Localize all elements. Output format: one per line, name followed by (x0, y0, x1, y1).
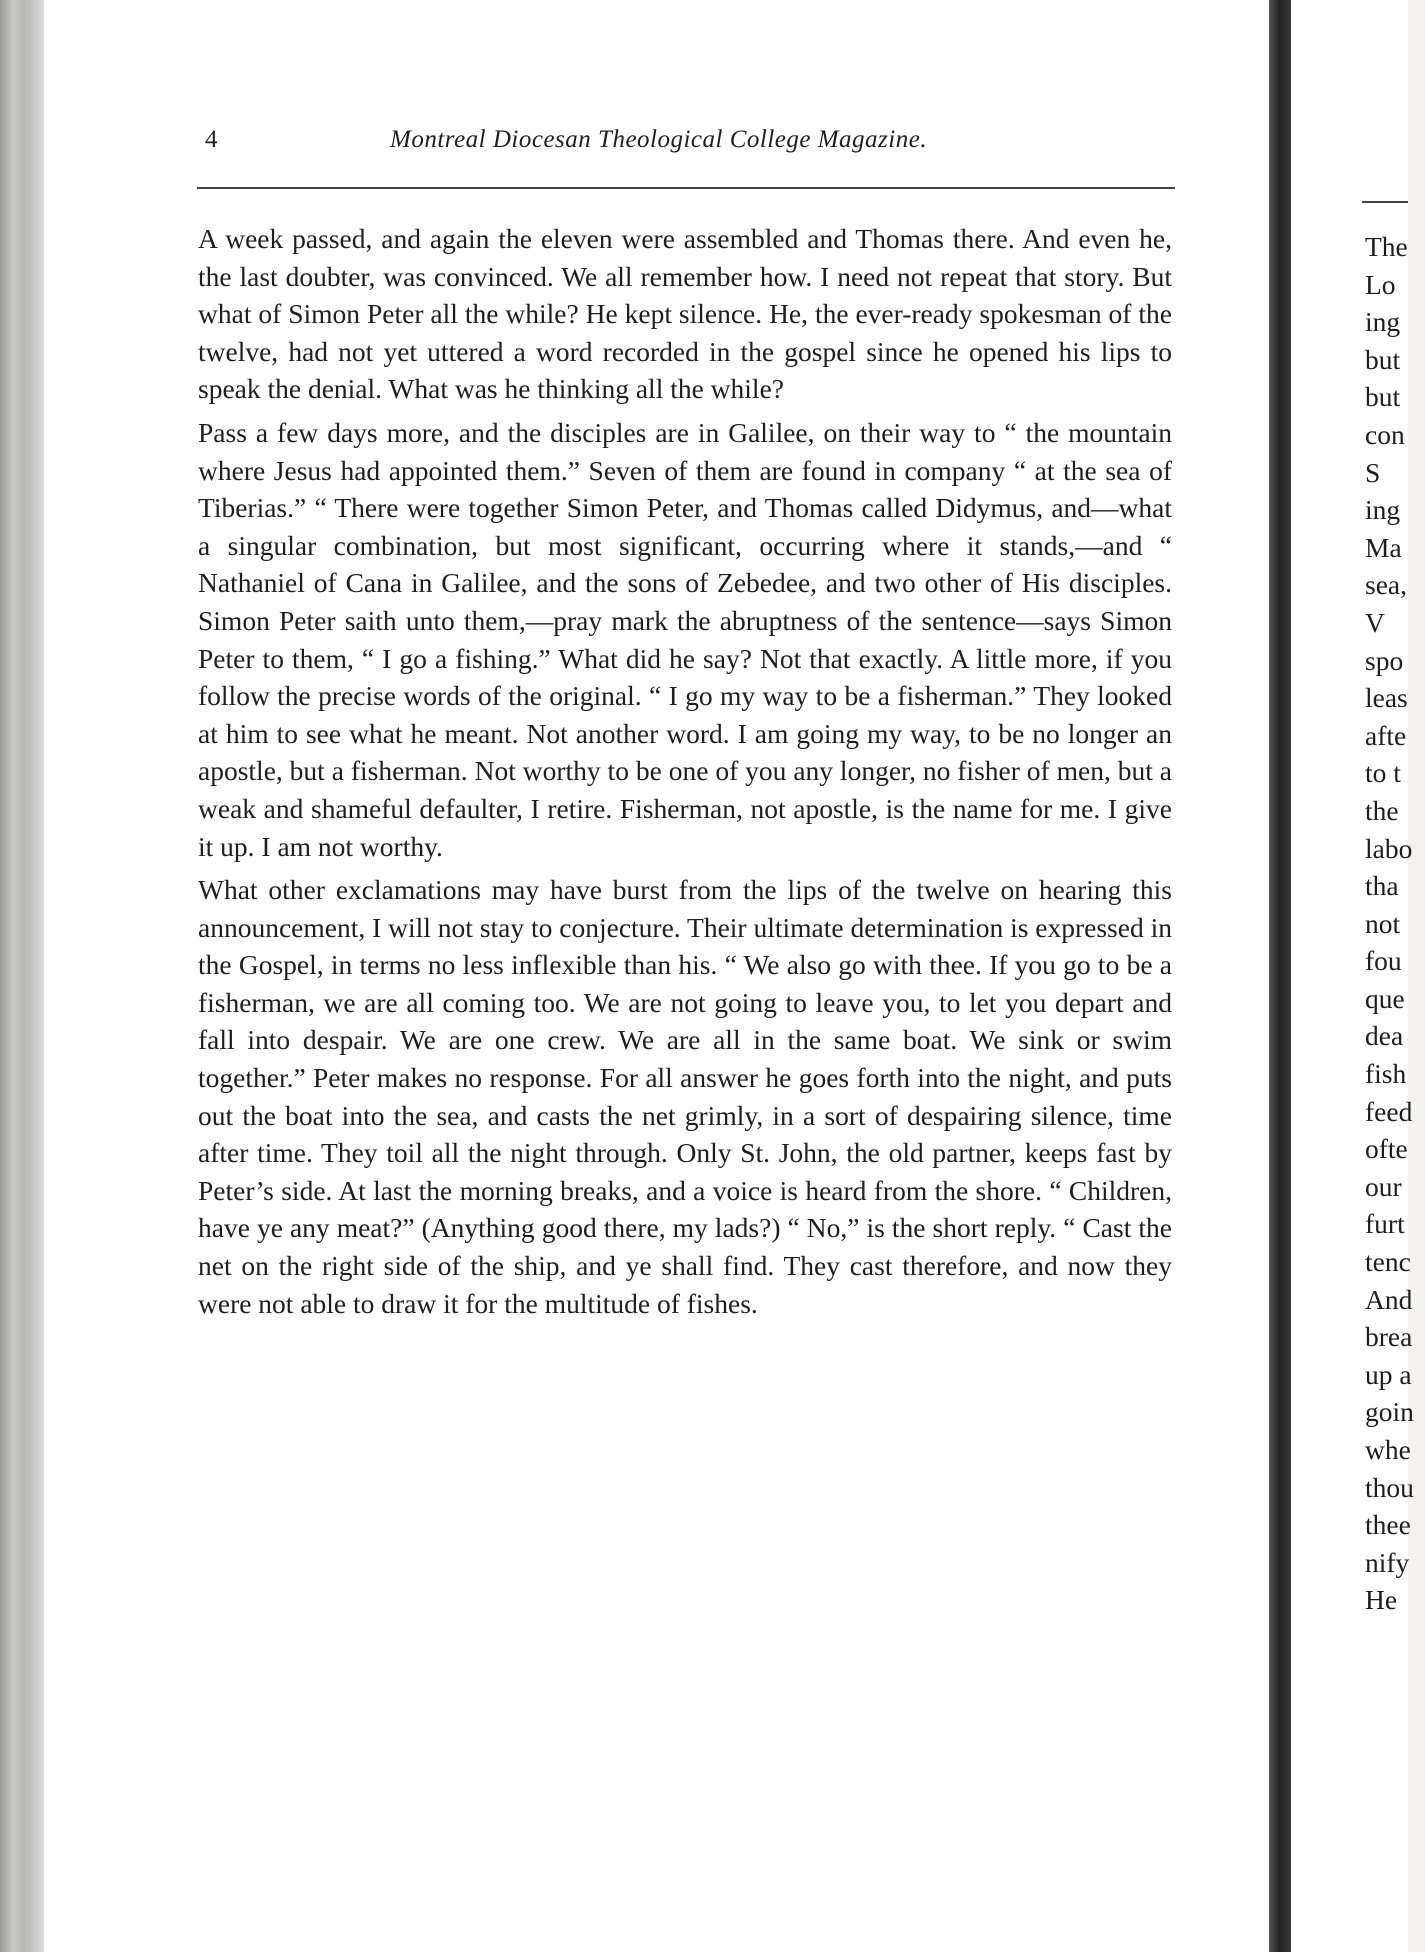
facing-page-line: sea, (1365, 569, 1407, 601)
facing-page-line: ofte (1365, 1133, 1408, 1165)
facing-page-line: The (1365, 231, 1408, 262)
facing-page-line: Ma (1365, 531, 1402, 563)
magazine-title: Montreal Diocesan Theological College Magazine. (390, 126, 928, 153)
facing-page-rule (1362, 201, 1408, 203)
article-body (198, 220, 1172, 1328)
page-number: 4 (205, 126, 218, 153)
facing-page-line: the (1365, 794, 1399, 826)
facing-page-line: fou (1365, 945, 1402, 977)
facing-page (1291, 0, 1414, 1952)
book-gutter (1269, 0, 1291, 1952)
facing-page-line: And (1365, 1283, 1413, 1315)
facing-page-line: que (1365, 982, 1405, 1014)
facing-page-line: to t (1365, 757, 1401, 789)
facing-page-text (1365, 228, 1425, 1619)
book-edge (0, 0, 44, 1952)
facing-page-line: nify (1365, 1546, 1410, 1578)
facing-page-line: brea (1365, 1321, 1413, 1353)
facing-page-line: but (1365, 343, 1401, 375)
facing-page-line: goin (1365, 1396, 1414, 1428)
facing-page-line: thou (1365, 1471, 1414, 1503)
facing-page-line: up a (1365, 1358, 1412, 1390)
facing-page-line: Lo (1365, 268, 1396, 300)
facing-page-line: He (1365, 1584, 1398, 1616)
facing-page-line: ing (1365, 494, 1401, 526)
paragraph: Pass a few days more, and the disciples are in Galilee, on their way to “ the mountain where Jesus had appointed them.” Seven of them are found in company “ at the sea of Tiberias.” “ There were together Simon Peter, and Thomas called Didymus, and—what a singular combination, but most significant, occurring where it stands,—and “ Nathaniel of Cana in Galilee, and the sons of Zebedee, and two other of His disciples. Simon Peter saith unto them,—pray mark the abruptness of the sentence—says Simon Peter to them, “ I go a fishing.” What did he say? Not that exactly. A little more, if you follow the precise words of the original. “ I go my way to be a fisherman.” They looked at him to see what he meant. Not another word. I am going my way, to be no longer an apostle, but a fisherman. Not worthy to be one of you any longer, no fisher of men, but a weak and shameful defaulter, I retire. Fisherman, not apostle, is the name for me. I give it up. I am not worthy. (198, 416, 1172, 862)
facing-page-line: leas (1365, 682, 1408, 714)
paragraph: What other exclamations may have burst from the lips of the twelve on hearing this announcement, I will not stay to conjecture. Their ultimate determination is expressed in the Gospel, in terms no less inflexible than his. “ We also go with thee. If you go to be a fisherman, we are all coming too. We are not going to leave you, to let you depart and fall into despair. We are one crew. We are all in the same boat. We sink or swim together.” Peter makes no response. For all answer he goes forth into the night, and puts out the boat into the sea, and casts the net grimly, in a sort of despairing silence, time after time. They toil all the night through. Only St. John, the old partner, keeps fast by Peter’s side. At last the morning breaks, and a voice is heard from the shore. “ Children, have ye any meat?” (Anything good there, my lads?) “ No,” is the short reply. “ Cast the net on the right side of the ship, and ye shall find. They cast therefore, and now they were not able to draw it for the multitude of fishes. (198, 874, 1172, 1319)
facing-page-line: but (1365, 381, 1401, 413)
facing-page-line: feed (1365, 1095, 1413, 1127)
facing-page-line: spo (1365, 644, 1404, 676)
facing-page-line: furt (1365, 1208, 1405, 1240)
facing-page-line: V (1365, 606, 1385, 638)
header-rule (197, 187, 1175, 189)
facing-page-line: tenc (1365, 1246, 1411, 1278)
facing-page-line: con (1365, 418, 1405, 450)
facing-page-line: fish (1365, 1058, 1407, 1090)
facing-page-line: dea (1365, 1020, 1404, 1052)
facing-page-line: afte (1365, 719, 1407, 751)
facing-page-line: labo (1365, 832, 1413, 864)
facing-page-line: whe (1365, 1434, 1411, 1465)
facing-page-line: S (1365, 456, 1381, 488)
paragraph: A week passed, and again the eleven were assembled and Thomas there. And even he, the last doubter, was convinced. We all remember how. I need not repeat that story. But what of Simon Peter all the while? He kept silence. He, the ever-ready spokesman of the twelve, had not yet uttered a word recorded in the gospel since he opened his lips to speak the denial. What was he thinking all the while? (198, 223, 1172, 405)
facing-page-line: ing (1365, 306, 1401, 338)
running-head (205, 126, 1175, 166)
facing-page-line: our (1365, 1170, 1402, 1202)
facing-page-line: thee (1365, 1509, 1411, 1541)
facing-page-line: tha (1365, 870, 1399, 902)
facing-page-line: not (1365, 907, 1401, 939)
